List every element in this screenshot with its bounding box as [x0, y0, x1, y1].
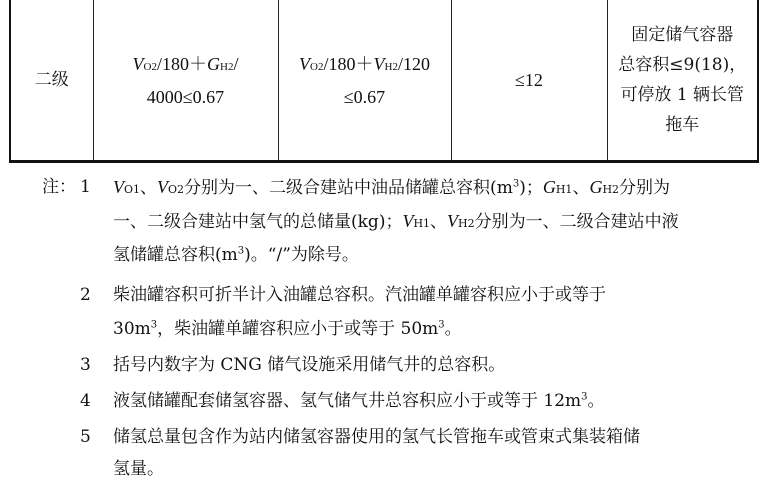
note-number: 3: [80, 355, 91, 375]
storage-capacity-cell: [607, 0, 758, 162]
formula-cell-oil-hydrogen-gas: [93, 0, 278, 162]
formula-line-2: 4000≤0.67: [146, 86, 225, 107]
formula-line-1: VO2/180＋GH2/: [132, 53, 239, 74]
document-page: 二级 VO2/180＋GH2/ 4000≤0.67 VO2/180＋VH2/120 ≤0.67 ≤12 固定储气容器 总容积≤9(18)， 可停放 1 辆长管 拖车 注： 1 VO1、VO2分别为一、二级合建站中油品储罐总容积$(m^3)$；GH1、GH2分别为 一、二级合建站中氢气的总储量(kg)；VH1、VH2分别为一、二级合建站中液 氢储罐总容积$(m^3)$。“/”为除号。 2 柴油罐容积可折半计入油罐总容积。汽油罐单罐容积应小于或等于 $30m^3$，柴油罐单罐容积应小于或等于 $50m^3$。 3 括号内数字为 CNG 储气设施采用储气井的总容积。 4 液氢储罐配套储氢容器、氢气储气井总容积应小于或等于 $12m^3$。 5 储氢总量包含作为站内储氢容器使用的氢气长管拖车或管束式集装箱储 氢量。: [0, 0, 764, 484]
capacity-line-1: 固定储气容器: [631, 25, 734, 45]
capacity-line-3: 可停放 1 辆长管: [620, 85, 745, 105]
level-cell: [10, 0, 93, 162]
limit-cell: [451, 0, 607, 162]
formula-line-1: VO2/180＋VH2/120: [299, 53, 430, 74]
formula-line-2: ≤0.67: [343, 86, 386, 107]
notes-label: 注：: [42, 177, 76, 197]
note-number: 4: [80, 391, 91, 411]
note-number: 5: [80, 427, 91, 447]
note-number: 1: [80, 177, 91, 197]
table-row: [10, 0, 758, 162]
storage-limit-table: [9, 0, 759, 163]
level-text: 二级: [34, 70, 69, 90]
capacity-line-2: 总容积≤9(18)，: [618, 55, 747, 75]
formula-cell-oil-liquid-hydrogen: [278, 0, 451, 162]
capacity-line-4: 拖车: [665, 115, 700, 135]
note-number: 2: [80, 285, 91, 305]
limit-value: ≤12: [515, 69, 543, 90]
